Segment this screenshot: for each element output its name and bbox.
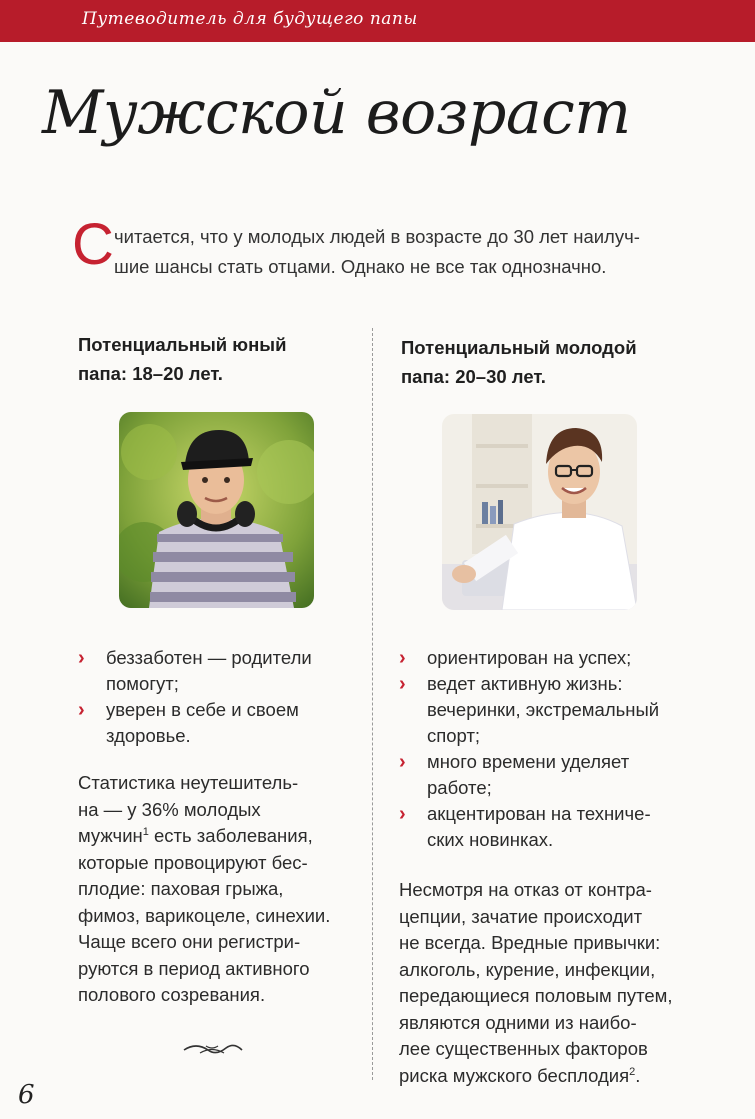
chevron-right-icon: › [399,751,406,773]
header-bar [0,0,755,42]
drop-cap: С [72,212,114,277]
list-item: › много времени уделяет работе; [399,751,630,798]
left-title-line-1: Потенциальный юный [78,334,287,355]
list-item: › ведет активную жизнь: вечеринки, экстремальный спорт; [399,673,660,746]
column-divider [372,328,373,1080]
list-item: › беззаботен — родители помогут; [78,647,312,694]
intro-paragraph [72,212,698,282]
chevron-right-icon: › [78,647,85,669]
young-dad-photo [119,412,314,608]
list-item: › уверен в себе и своем здоровье. [78,699,299,746]
footnote-marker: 1 [142,825,149,838]
left-column-title [78,330,286,388]
chevron-right-icon: › [399,803,406,825]
right-title-line-2: папа: 20–30 лет. [401,366,546,387]
chevron-right-icon: › [399,647,406,669]
right-title-line-1: Потенциальный молодой [401,337,637,358]
right-column-title [401,333,637,391]
right-bullet-list [399,645,719,853]
right-paragraph: Несмотря на отказ от контра- цепции, зачатие происходит не всегда. Вредные привычки: алкоголь, курение, инфекции, передающиеся половым путем, являются одними из наибо- лее существенных факторов риска мужского бесплодия$^2$. [399,879,673,1086]
intro-line-1: читается, что у молодых людей в возрасте до 30 лет наилуч- [114,226,640,247]
running-title: Путеводитель для будущего папы [82,9,418,29]
left-title-line-2: папа: 18–20 лет. [78,363,223,384]
footnote-marker: 2 [629,1065,636,1078]
list-item: › ориентирован на успех; [399,647,632,669]
intro-text [78,222,698,282]
list-item: › акцентирован на техниче- ских новинках. [399,803,651,850]
chevron-right-icon: › [399,673,406,695]
left-bullet-list [78,645,358,749]
intro-line-2: шие шансы стать отцами. Однако не все так однозначно. [114,256,607,277]
page-number: 6 [18,1080,35,1110]
chevron-right-icon: › [78,699,85,721]
young-man-photo [442,414,637,610]
ornament-flourish-icon [182,1042,244,1058]
page-heading: Мужской возраст [42,78,631,148]
left-paragraph: Статистика неутешитель- на — у 36% молодых мужчин$^1$ есть заболевания, которые провоцируют бес- плодие: паховая грыжа, фимоз, варикоцеле, синехии. Чаще всего они регистри- руются в период активного полового созревания. [78,772,331,1005]
